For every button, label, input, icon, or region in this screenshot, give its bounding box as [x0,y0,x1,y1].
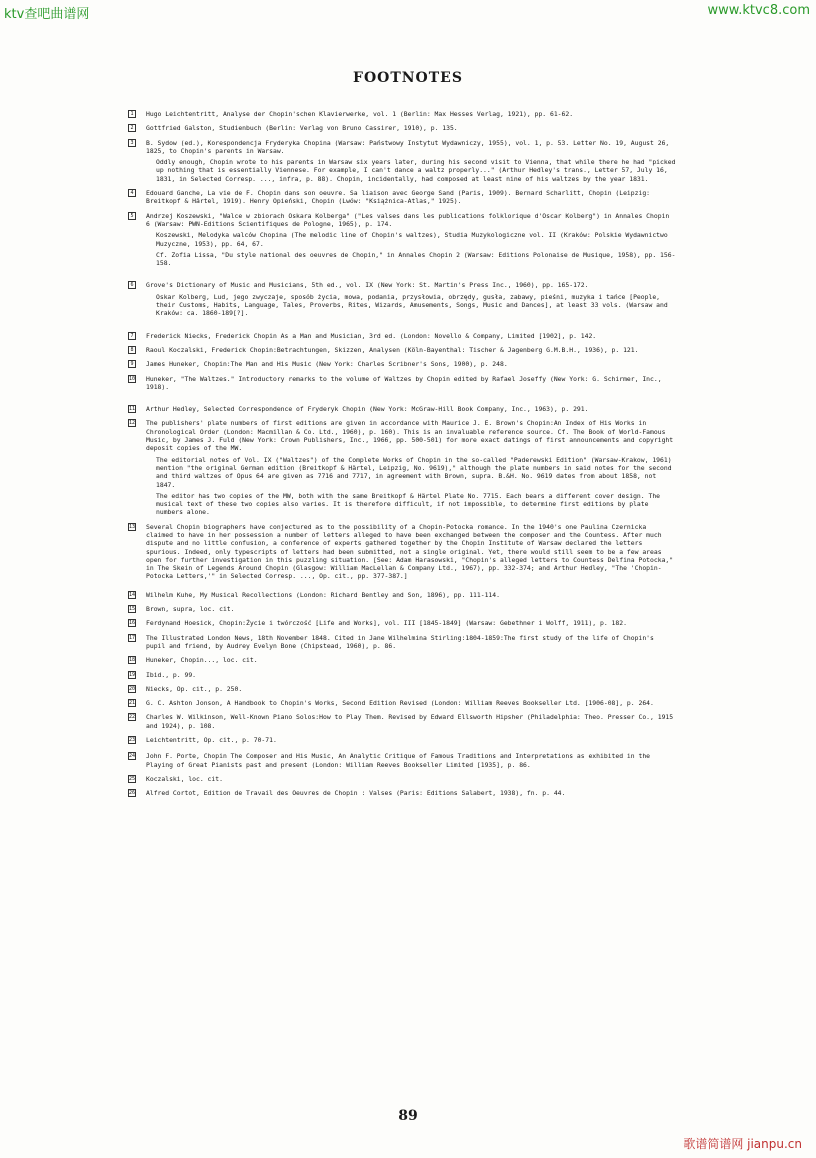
footnote [129,736,676,745]
footnote [129,605,676,614]
footnote-text: Niecks, Op. cit., p. 250. [146,684,243,693]
footnote-number: 4 [128,189,136,197]
footnote-text: Alfred Cortot, Edition de Travail des Oeuvres de Chopin : Valses (Paris: Editions Salabert, 1938), fn. p. 44. [146,789,566,798]
footnote-text: The editor has two copies of the MW, both with the same Breitkopf & Härtel Plate No. 7715. Each bears a different cover design. The musical text of these two copies also varies. It is therefore difficult, if not impossible, to determine first editions by plate numbers alone. [156,491,661,517]
page-number: 89 [398,1108,418,1124]
footnote [130,345,676,354]
footnote [129,684,676,693]
footnote [129,774,676,783]
footnote [129,405,676,414]
footnote-text: Koszewski, Melodyka walców Chopina (The melodic line of Chopin's waltzes), Studia Muzykologiczne vol. II (Kraków: Polskie Wydawnictwo Muzyczne, 1953), pp. 64, 67. [156,231,668,248]
footnote-text: Several Chopin biographers have conjectured as to the possibility of a Chopin-Potocka romance. In the 1940's one Paulina Czernicka claimed to have in her possession a number of letters alleged to have been exchanged between the composer and the Countess. After much dispute and no little confusion, a conference of experts gathered together by the Chopin Institute of Warsaw declared the letters spurious. Indeed, only typescripts of letters had been submitted, not a single original. Yet, there would still seem to be a few areas open for further investigation in this puzzling situation. [See: Adam Harasowski, "Chopin's alleged letters to Countess Delfina Potocka," in The Skein of Legends Around Chopin (Glasgow: William MacLellan & Company Ltd., 1967), pp. 332-374; and Arthur Hedley, "The 'Chopin-Potocka Letters,'" in Selected Corresp. ..., Op. cit., pp. 377-387.] [146,522,674,581]
footnote [130,189,676,206]
footnote [130,281,676,318]
footnote-text: John F. Porte, Chopin The Composer and His Music, An Analytic Critique of Famous Traditions and Interpretations as exhibited in the Playing of Great Pianists past and present (London: William Reeves Bookseller Limited [1935], p. 86. [146,752,651,769]
footnote [130,331,676,340]
footnote-number: 24 [129,753,136,760]
footnote [129,699,676,708]
footnote-number: 12 [129,420,136,427]
footnote-number: 8 [128,346,136,354]
footnote [129,633,676,651]
footnote-number: 10 [129,375,136,382]
footnote [130,124,676,133]
footnote-number: 17 [129,634,136,641]
footnote-number: 20 [129,685,136,692]
footnote [129,374,676,392]
footnote-text: Huneker, Chopin..., loc. cit. [146,656,258,665]
footnote-text: Arthur Hedley, Selected Correspondence of Fryderyk Chopin (New York: McGraw-Hill Book Company, Inc., 1963), p. 291. [146,405,589,414]
footnote-text: Oskar Kolberg, Lud, jego zwyczaje, sposób życia, mowa, podania, przysłowia, obrzędy, gusła, zabawy, pieśni, muzyka i tańce [People, their Customs, Habits, Language, Tales, Proverbs, Rites, Wizards, Amusements, Songs, Music and Dances], at least 33 vols. (Warsaw and Kraków: ca. 1860-189[?]. [156,292,668,318]
footnote [129,670,676,679]
footnote [129,713,676,730]
footnote-number: 26 [129,790,136,797]
footnote [129,590,676,599]
footnote-number: 18 [129,657,136,664]
footnote-text: Gottfried Galston, Studienbuch (Berlin: Verlag von Bruno Cassirer, 1910), p. 135. [146,124,458,133]
footnote-text: Huneker, "The Waltzes." Introductory remarks to the volume of Waltzes by Chopin edited by Rafael Joseffy (New York: G. Schirmer, Inc., 1918). [146,374,662,391]
footnote-text: Leichtentritt, Op. cit., p. 70-71. [146,736,277,745]
footnote-text: Hugo Leichtentritt, Analyse der Chopin'schen Klavierwerke, vol. 1 (Berlin: Max Hesses Verlag, 1921), pp. 61-62. [146,110,574,118]
footnote-text: Raoul Koczalski, Frederick Chopin:Betrachtungen, Skizzen, Analysen (Köln-Bayenthal: Tischer & Jagenberg G.M.B.H., 1936), p. 121. [146,345,639,354]
footnote-number: 21 [129,700,136,707]
watermark-top-right: www.ktvc8.com [707,3,810,18]
footnote [130,138,676,183]
footnote-text: Oddly enough, Chopin wrote to his parents in Warsaw six years later, during his second visit to Vienna, that while there he had "picked up nothing that is essentially Viennese. For example, I can't dance a waltz properly..." (Arthur Hedley's trans., Letter 57, July 16, 1831, in Selected Corresp. ..., infra, p. 88). Chopin, incidentally, had composed at least nine of his waltzes by the year 1831. [156,158,676,183]
footnotes-list [129,110,676,804]
footnote-number: 5 [128,212,136,220]
footnote-number: 13 [129,523,136,530]
footnote-number: 15 [129,606,136,613]
watermark-top-left: ktv查吧曲谱网 [4,7,90,22]
footnote-text: B. Sydow (ed.), Korespondencja Fryderyka Chopina (Warsaw: Państwowy Instytut Wydawniczy, 1955), vol. 1, p. 53. Letter No. 19, August 26, 1825, to Chopin's parents in Warsaw. [146,138,670,155]
footnote-number: 1 [128,110,136,118]
footnote-number: 16 [129,620,136,627]
footnote [130,360,676,369]
footnote-text: Cf. Zofia Lissa, "Du style national des oeuvres de Chopin," in Annales Chopin 2 (Warsaw: Editions Polonaise de Musique, 1958), pp. 156-158. [156,250,676,268]
footnote-number: 7 [128,332,136,340]
footnote-number: 25 [129,775,136,782]
page-title: FOOTNOTES [353,70,463,86]
footnote-text: Frederick Niecks, Frederick Chopin As a Man and Musician, 3rd ed. (London: Novello & Company, Limited [1902], p. 142. [146,331,597,340]
footnote-text: Koczalski, loc. cit. [146,774,223,783]
footnote-text: James Huneker, Chopin:The Man and His Music (New York: Charles Scribner's Sons, 1900), p. 248. [146,360,508,369]
footnote-number: 9 [128,360,136,368]
footnote [129,619,676,628]
footnote [129,656,676,665]
footnote-text: Grove's Dictionary of Music and Musicians, 5th ed., vol. IX (New York: St. Martin's Press Inc., 1960), pp. 165-172. [146,281,589,290]
watermark-bottom-right: 歌谱简谱网 jianpu.cn [683,1137,802,1151]
footnote-text: G. C. Ashton Jonson, A Handbook to Chopin's Works, Second Edition Revised (London: William Reeves Bookseller Ltd. [1906-08], p. 264. [146,699,654,708]
footnote-text: Ferdynand Hoesick, Chopin:Życie i twórczość [Life and Works], vol. III [1845-1849] (Warsaw: Gebethner i Wolff, 1911), p. 182. [146,619,627,628]
footnote-text: The publishers' plate numbers of first editions are given in accordance with Maurice J. E. Brown's Chopin:An Index of His Works in Chronological Order (London: Macmillan & Co. Ltd., 1960), p. 160). This is an invaluable reference source. Cf. The Book of World-Famous Music, by James J. Fuld (New York: Crown Publishers, Inc., 1966, pp. 500-501) for more exact datings of first announcements and copyright deposit copies of the MW. [146,419,674,453]
footnote-number: 14 [129,591,136,598]
footnote-text: Charles W. Wilkinson, Well-Known Piano Solos:How to Play Them. Revised by Edward Ellsworth Hipsher (Philadelphia: Theo. Presser Co., 1915 and 1924), p. 108. [146,713,674,730]
footnote [129,522,676,581]
footnote-number: 19 [129,671,136,678]
footnote-number: 2 [128,124,136,132]
footnote-number: 22 [129,714,136,721]
footnote-number: 23 [129,737,136,744]
footnote-text: Andrzej Koszewski, "Walce w zbiorach Oskara Kolberga" ("Les valses dans les publications folklorique d'Oscar Kolberg") in Annales Chopin 6 (Warsaw: PWN-Editions Scientifiques de Pologne, 1965), p. 174. [146,211,670,228]
footnote-text: Edouard Ganche, La vie de F. Chopin dans son oeuvre. Sa liaison avec George Sand (Paris, 1909). Bernard Scharlitt, Chopin (Leipzig: Breitkopf & Härtel, 1919). Henry Opieński, Chopin (Lwów: "Książnica-Atlas," 1925). [146,189,651,206]
footnote [129,752,676,769]
footnote-text: Brown, supra, loc. cit. [146,605,235,614]
footnote-text: Ibid., p. 99. [146,670,197,679]
footnote-number: 6 [128,281,136,289]
footnote [130,110,676,118]
footnote-text: The Illustrated London News, 18th November 1848. Cited in Jane Wilhelmina Stirling:1804-1859:The first study of the life of Chopin's pupil and friend, by Audrey Evelyn Bone (Chipstead, 1960), p. 86. [146,633,654,650]
footnote [130,211,676,268]
footnote-text: The editorial notes of Vol. IX ("Waltzes") of the Complete Works of Chopin in the so-called "Paderewski Edition" (Warsaw-Krakow, 1961) mention "the original German edition (Breitkopf & Härtel, Leipzig, No. 9619)," although the plate numbers in said notes for the second and third waltzes of Opus 64 are given as 7716 and 7717, in agreement with Brown, supra. B.&H. No. 9619 dates from about 1858, not 1847. [156,455,672,489]
footnote [129,419,676,517]
footnote-number: 3 [128,139,136,147]
footnote-number: 11 [129,406,136,413]
footnote-text: Wilhelm Kuhe, My Musical Recollections (London: Richard Bentley and Son, 1896), pp. 111-114. [146,590,500,599]
footnote [129,789,676,798]
